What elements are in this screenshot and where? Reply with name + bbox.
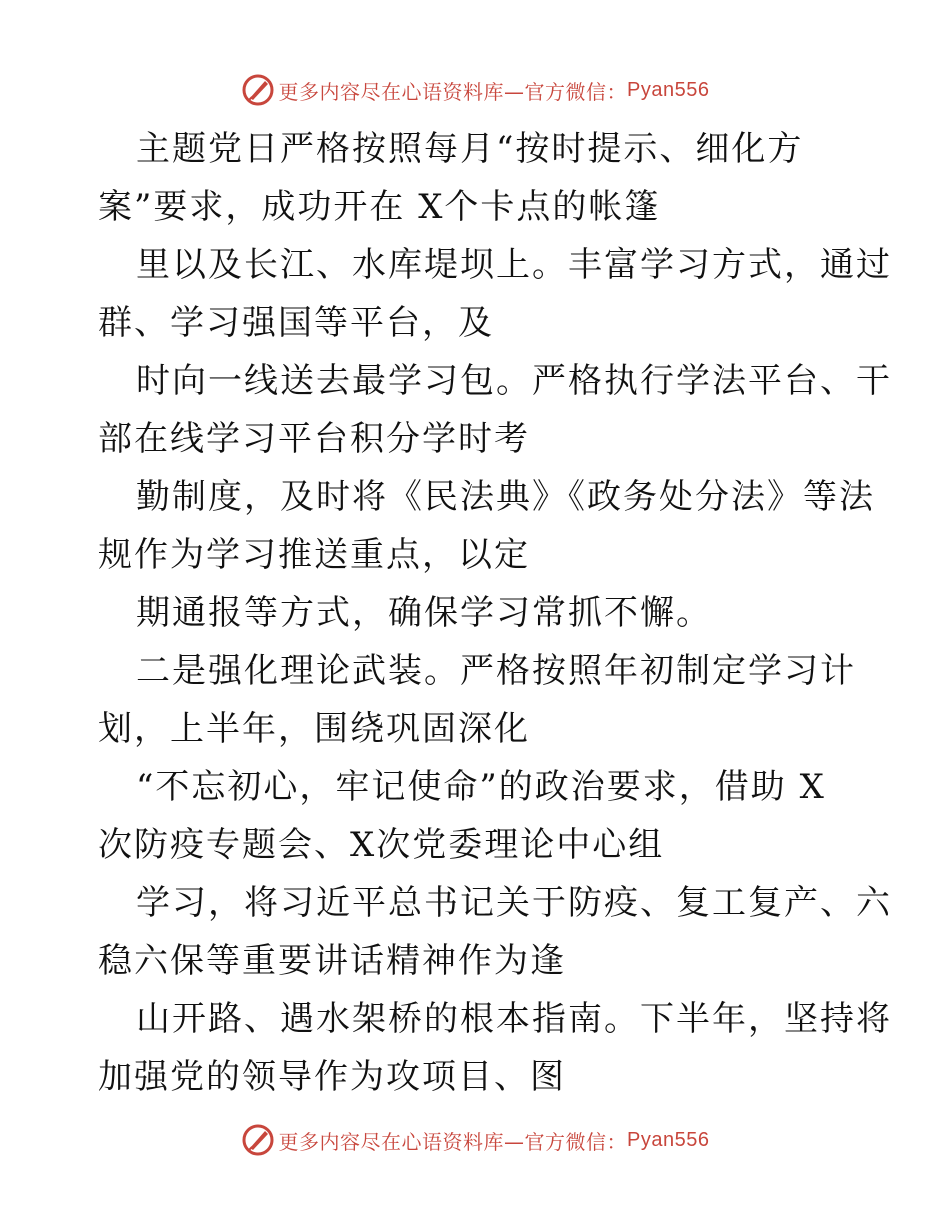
quill-logo-icon — [241, 73, 275, 107]
text-line: 山开路、遇水架桥的根本指南。下半年，坚持将 — [136, 999, 892, 1039]
text-line: “不忘初心，牢记使命”的政治要求，借助 X — [136, 767, 826, 807]
text-line: 部在线学习平台积分学时考 — [98, 419, 530, 459]
text-line: 学习，将习近平总书记关于防疫、复工复产、六 — [136, 883, 892, 923]
text-line: 案”要求，成功开在 X个卡点的帐篷 — [98, 187, 661, 227]
text-line: 次防疫专题会、X次党委理论中心组 — [98, 825, 665, 865]
text-line: 稳六保等重要讲话精神作为逢 — [98, 941, 566, 981]
text-line: 群、学习强国等平台，及 — [98, 303, 494, 343]
text-line: 加强党的领导作为攻项目、图 — [98, 1057, 566, 1097]
watermark-account: Pyan556 — [627, 78, 710, 101]
text-line: 里以及长江、水库堤坝上。丰富学习方式，通过 — [136, 245, 892, 285]
text-line: 时向一线送去最学习包。严格执行学法平台、干 — [136, 361, 892, 401]
watermark-text: 更多内容尽在心语资料库—官方微信： — [278, 1129, 628, 1154]
text-line: 二是强化理论武装。严格按照年初制定学习计 — [136, 651, 856, 691]
text-line: 期通报等方式，确保学习常抓不懈。 — [136, 593, 712, 633]
quill-logo-icon — [241, 1123, 275, 1157]
footer-watermark — [0, 1120, 950, 1160]
text-line: 勤制度，及时将《民法典》《政务处分法》等法 — [136, 477, 875, 517]
watermark-text: 更多内容尽在心语资料库—官方微信： — [278, 79, 628, 104]
text-line: 主题党日严格按照每月“按时提示、细化方 — [136, 129, 804, 169]
text-line: 规作为学习推送重点，以定 — [98, 535, 530, 575]
watermark-account: Pyan556 — [627, 1128, 710, 1151]
header-watermark — [0, 70, 950, 110]
text-line: 划，上半年，围绕巩固深化 — [98, 709, 530, 749]
document-body — [98, 120, 892, 1106]
